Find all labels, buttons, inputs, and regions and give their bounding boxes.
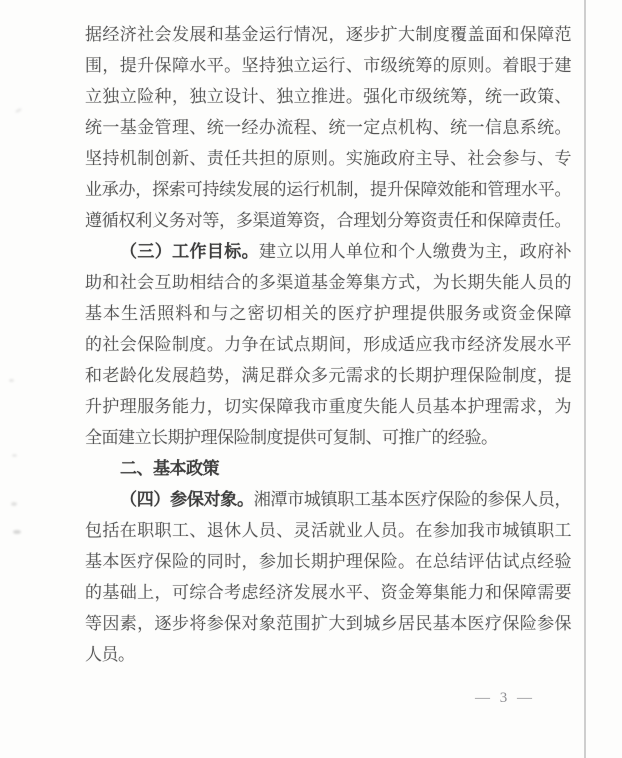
text-line: 坚持机制创新、责任共担的原则。实施政府主导、社会参与、专 [85,149,571,168]
text-line: 围，提升保障水平。坚持独立运行、市级统筹的原则。着眼于建 [85,56,571,75]
text-line: 业承办，探索可持续发展的运行机制，提升保障效能和管理水平。 [85,180,571,199]
clause-heading: （三）工作目标。 [120,242,260,261]
scan-artifact [12,454,17,457]
clause-line-insured-persons [85,484,571,515]
text-line: 据经济社会发展和基金运行情况，逐步扩大制度覆盖面和保障范 [85,25,571,44]
text-line: 升护理服务能力，切实保障我市重度失能人员基本护理需求，为 [85,397,571,416]
page-number: — 3 — [475,690,533,706]
text-line: 遵循权利义务对等，多渠道筹资，合理划分筹资责任和保障责任。 [85,211,571,230]
text-line: 基本医疗保险的同时，参加长期护理保险。在总结评估试点经验 [85,552,571,571]
section-heading-basic-policy [85,453,571,484]
text-line: 立独立险种，独立设计、独立推进。强化市级统筹，统一政策、 [85,87,571,106]
text-line: 等因素，逐步将参保对象范围扩大到城乡居民基本医疗保险参保 [85,614,571,633]
scan-artifact [15,107,23,113]
text-line: 助和社会互助相结合的多渠道基金筹集方式，为长期失能人员的 [85,273,571,292]
scan-artifact [9,379,14,382]
scan-artifact [13,530,21,534]
clause-heading: （四）参保对象。 [120,490,254,509]
text-line: 和老龄化发展趋势，满足群众多元需求的长期护理保险制度，提 [85,366,571,385]
text-line: 包括在职职工、退休人员、灵活就业人员。在参加我市城镇职工 [85,521,571,540]
text-line: 的基础上，可综合考虑经济发展水平、资金筹集能力和保障需要 [85,583,571,602]
clause-line-work-goal [85,236,571,267]
text-line: 人员。 [85,645,135,664]
text-line: 的社会保险制度。力争在试点期间，形成适应我市经济发展水平 [85,335,571,354]
clause-text: 建立以用人单位和个人缴费为主，政府补 [259,242,572,261]
text-line: 全面建立长期护理保险制度提供可复制、可推广的经验。 [85,428,498,447]
clause-text: 湘潭市城镇职工基本医疗保险的参保人员， [253,490,572,509]
document-body [85,19,571,670]
section-heading-label: 二、基本政策 [120,459,219,478]
text-line: 基本生活照料和与之密切相关的医疗护理提供服务或资金保障 [85,304,571,323]
text-line: 统一基金管理、统一经办流程、统一定点机构、统一信息系统。 [85,118,571,137]
scan-artifact [11,502,17,506]
page-edge-line [584,0,586,758]
